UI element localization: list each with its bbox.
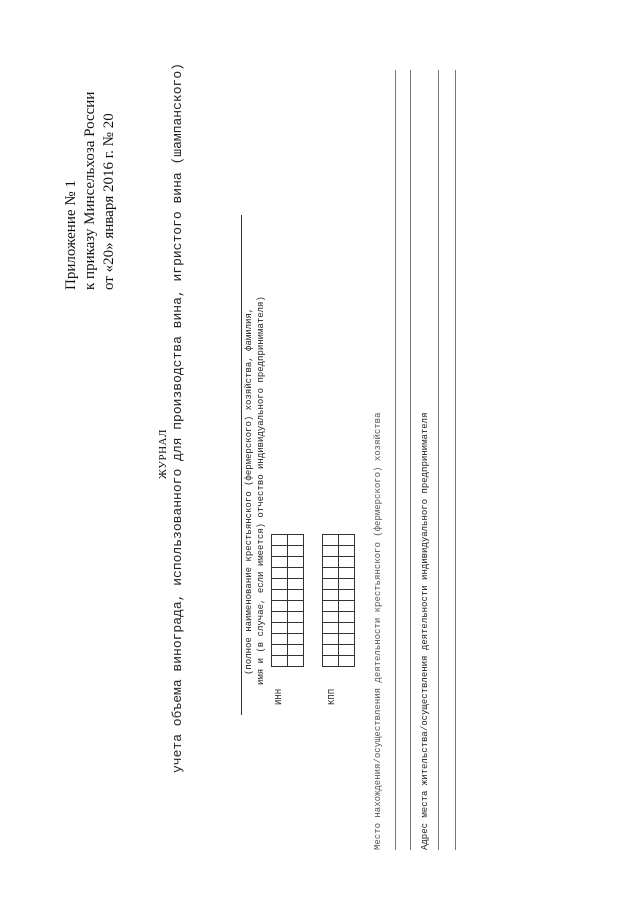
appendix-line-2: к приказу Минсельхоза России [82, 91, 98, 290]
name-underline [241, 215, 242, 715]
appendix-block [62, 92, 119, 290]
journal-subtitle: учета объема винограда, использованного для производства вина, игристого вина (шампанского) [170, 63, 185, 773]
inn-label: ИНН [274, 688, 284, 705]
appendix-line-3: от «20» января 2016 г. № 20 [101, 113, 117, 290]
residence-line-2[interactable] [455, 70, 456, 850]
residence-line-1[interactable] [438, 70, 439, 850]
kpp-label: КПП [327, 688, 337, 705]
name-note-line-2: имя и (в случае, если имеется) отчество индивидуального предпринимателя) [256, 296, 266, 685]
location-label: Место нахождения/осуществления деятельности крестьянского (фермерского) хозяйства [373, 412, 383, 850]
kpp-digit-grid[interactable] [322, 535, 355, 667]
journal-title: ЖУРНАЛ [157, 429, 169, 479]
appendix-line-1: Приложение № 1 [63, 180, 79, 290]
residence-label: Адрес места жительства/осуществления деятельности индивидуального предпринимателя [420, 412, 430, 850]
location-line-1[interactable] [395, 70, 396, 850]
inn-digit-grid[interactable] [271, 535, 304, 667]
name-note-line-1: (полное наименование крестьянского (фермерского) хозяйства, фамилия, [244, 307, 254, 675]
location-line-2[interactable] [410, 70, 411, 850]
